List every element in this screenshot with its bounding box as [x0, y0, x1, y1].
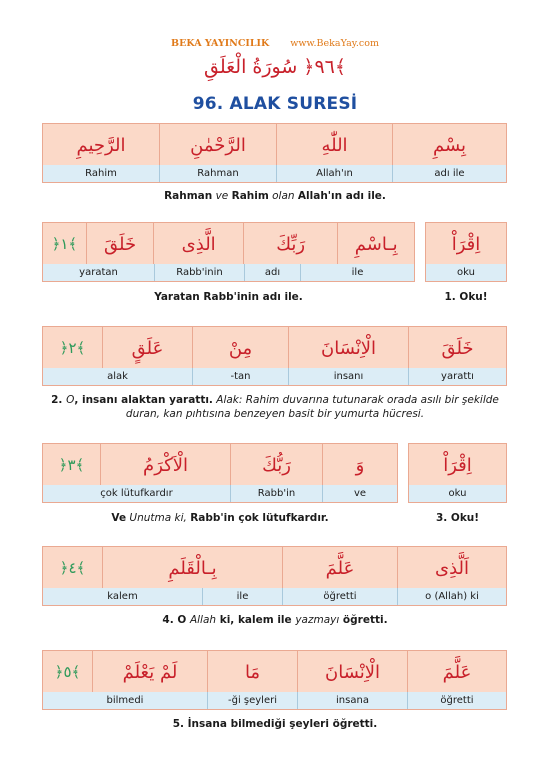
turkish-word: Rabb'inin	[155, 264, 245, 281]
verse-1-translation: Yaratan Rabb'inin adı ile.	[154, 291, 303, 303]
turkish-word: alak	[43, 368, 193, 385]
verse-3-translation: Ve Unutma ki, Rabb'in çok lütufkardır.	[111, 512, 329, 524]
arabic-word: رَبُّكَ	[231, 444, 323, 486]
arabic-word: الَّذِى	[154, 223, 244, 265]
verse-3-oku-block	[408, 443, 507, 503]
verse-number: ﴾٥﴿	[43, 651, 93, 693]
publisher-name: BEKA YAYINCILIK	[171, 38, 270, 49]
surah-title: 96. ALAK SURESİ	[192, 94, 358, 114]
turkish-word: ile	[203, 588, 283, 605]
arabic-word: اِقْرَاْ	[451, 233, 481, 255]
arabic-word: الْاَكْرَمُ	[101, 444, 231, 486]
arabic-word: خَلَقَ	[441, 337, 474, 359]
turkish-word: insanı	[289, 368, 409, 385]
surah-arabic-title: ﴾٩٦﴿ سُورَةُ الْعَلَقِ	[203, 56, 346, 78]
turkish-word: Rabb'in	[231, 485, 323, 502]
turkish-word: çok lütufkardır	[43, 485, 231, 502]
arabic-word: بِسْمِ	[432, 134, 467, 156]
arabic-word: رَبِّكَ	[244, 223, 338, 265]
arabic-word: لَمْ يَعْلَمْ	[93, 651, 208, 693]
verse-4-block	[42, 546, 507, 606]
arabic-word: اِقْرَاْ	[443, 454, 472, 476]
turkish-word: insana	[298, 692, 408, 709]
website-link[interactable]: www.BekaYay.com	[290, 38, 379, 49]
verse-number: ﴾٤﴿	[43, 547, 103, 589]
verse-3-block	[42, 443, 398, 503]
verse-3-oku-translation: 3. Oku!	[435, 512, 480, 524]
page-header	[0, 38, 550, 49]
turkish-word: -ği şeyleri	[208, 692, 298, 709]
turkish-word: adı	[245, 264, 301, 281]
arabic-word: عَلَّمَ	[442, 661, 472, 683]
turkish-word: o (Allah) ki	[425, 591, 479, 602]
turkish-word: öğretti	[283, 588, 398, 605]
arabic-word: الْاِنْسَانَ	[289, 327, 409, 369]
turkish-word: Rahim	[43, 165, 160, 182]
arabic-word: الرَّحْمٰنِ	[160, 124, 277, 166]
turkish-word: Rahman	[160, 165, 277, 182]
verse-1-oku-block	[425, 222, 507, 282]
turkish-word: yarattı	[441, 371, 474, 382]
verse-1-block	[42, 222, 415, 282]
turkish-word: adı ile	[434, 168, 465, 179]
arabic-word: عَلَقٍ	[103, 327, 193, 369]
verse-2-translation: 2. O, insanı alaktan yarattı. Alak: Rahim duvarına tutunarak orada asılı bir şekilde duran, kan pıhtısına benzeyen basit bir yumurta hücresi.	[51, 394, 499, 420]
arabic-word: مَا	[208, 651, 298, 693]
arabic-word: عَلَّمَ	[283, 547, 398, 589]
arabic-word: بِـالْقَلَمِ	[103, 547, 283, 589]
arabic-word: خَلَقَ	[87, 223, 155, 265]
verse-number: ﴾١﴿	[43, 223, 87, 265]
verse-5-block	[42, 650, 507, 710]
turkish-word: Allah'ın	[277, 165, 393, 182]
verse-5-translation: 5. İnsana bilmediği şeyleri öğretti.	[172, 718, 378, 730]
verse-2-block	[42, 326, 507, 386]
turkish-word: öğretti	[440, 695, 474, 706]
verse-1-oku-translation: 1. Oku!	[444, 291, 488, 303]
verse-number: ﴾٢﴿	[43, 327, 103, 369]
arabic-word: الْاِنْسَانَ	[298, 651, 408, 693]
arabic-word: اللّٰهِ	[277, 124, 393, 166]
arabic-word: الرَّحِيمِ	[43, 124, 160, 166]
basmala-translation: Rahman ve Rahim olan Allah'ın adı ile.	[164, 190, 386, 202]
turkish-word: kalem	[43, 588, 203, 605]
turkish-word: oku	[457, 267, 475, 278]
turkish-word: bilmedi	[43, 692, 208, 709]
turkish-word: yaratan	[43, 264, 155, 281]
arabic-word: بِـاسْمِ	[354, 233, 398, 255]
arabic-word: مِنْ	[193, 327, 289, 369]
basmala-block	[42, 123, 507, 183]
verse-4-translation: 4. O Allah ki, kalem ile yazmayı öğretti.	[162, 614, 388, 626]
arabic-word: اَلَّذِى	[434, 557, 470, 579]
turkish-word: -tan	[193, 368, 289, 385]
turkish-word: oku	[448, 488, 467, 499]
turkish-word: ve	[353, 488, 367, 499]
turkish-word: ile	[351, 267, 364, 278]
verse-number: ﴾٣﴿	[43, 444, 101, 486]
arabic-word: وَ	[355, 454, 365, 476]
